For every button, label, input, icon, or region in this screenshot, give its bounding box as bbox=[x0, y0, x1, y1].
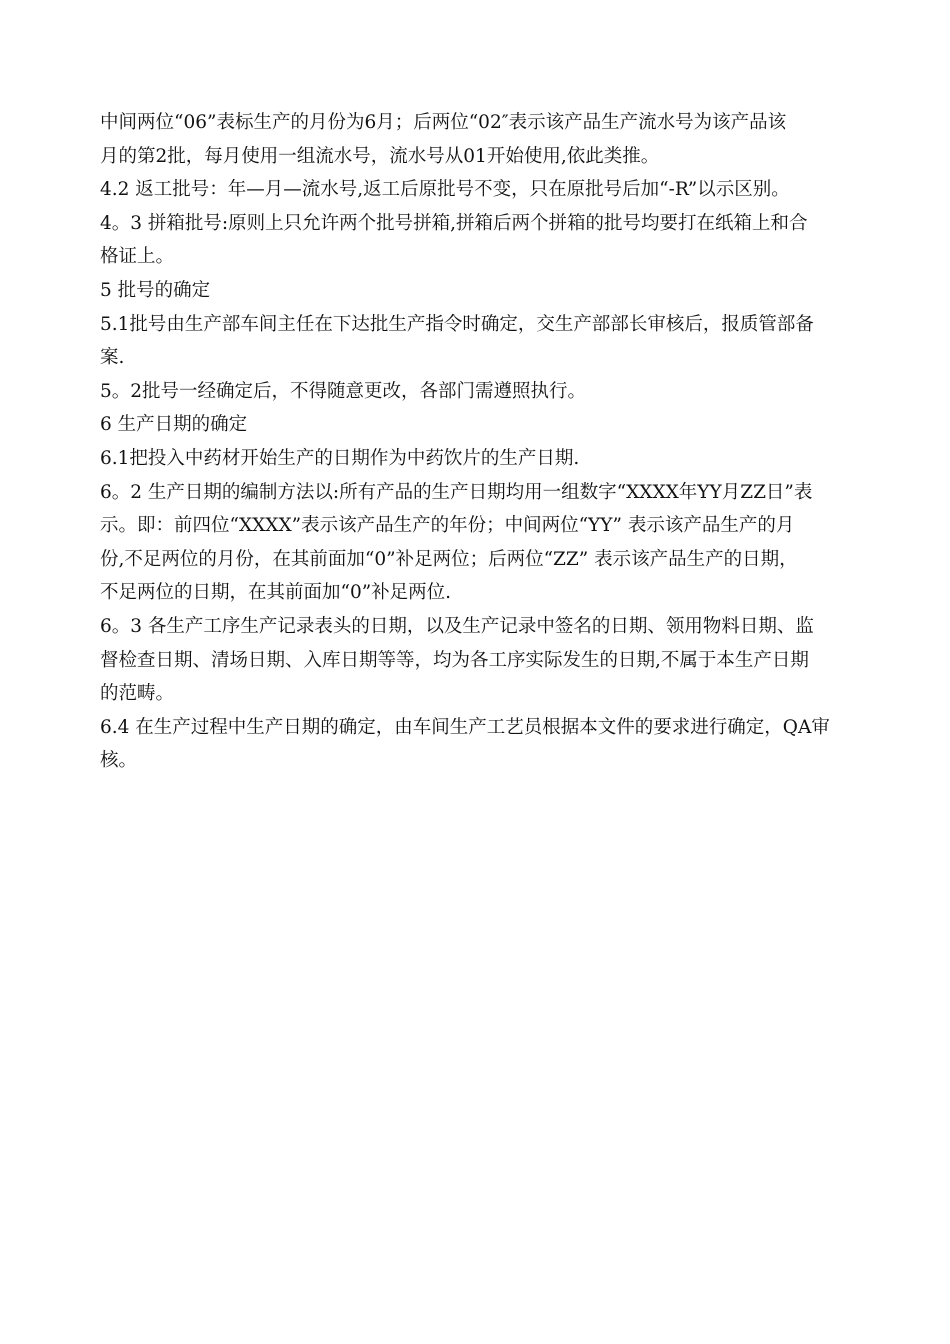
section-6-1-line: 6.1把投入中药材开始生产的日期作为中药饮片的生产日期. bbox=[100, 447, 580, 469]
section-6-3-line: 6。3 各生产工序生产记录表头的日期，以及生产记录中签名的日期、领用物料日期、监 bbox=[100, 615, 814, 637]
text-line: 的范畴。 bbox=[100, 683, 175, 705]
text-line: 不足两位的日期，在其前面加“0”补足两位. bbox=[100, 582, 452, 604]
section-6-4-line: 6.4 在生产过程中生产日期的确定，由车间生产工艺员根据本文件的要求进行确定，QA审 bbox=[100, 716, 830, 738]
section-5-2-line: 5。2批号一经确定后，不得随意更改，各部门需遵照执行。 bbox=[100, 380, 587, 402]
text-line: 中间两位“06”表标生产的月份为6月；后两位“02″表示该产品生产流水号为该产品该 bbox=[100, 112, 787, 133]
section-4-2-line: 4.2 返工批号：年—月—流水号,返工后原批号不变，只在原批号后加“-R”以示区别。 bbox=[100, 179, 790, 201]
text-line: 月的第2批，每月使用一组流水号，流水号从01开始使用,依此类推。 bbox=[100, 145, 660, 167]
section-6-2-line: 6。2 生产日期的编制方法以:所有产品的生产日期均用一组数字“XXXX年YY月ZZ日”表 bbox=[100, 481, 813, 503]
section-5-1-line: 5.1批号由生产部车间主任在下达批生产指令时确定，交生产部部长审核后，报质管部备 bbox=[100, 313, 814, 335]
text-line: 份,不足两位的月份，在其前面加“0”补足两位；后两位“ZZ” 表示该产品生产的日期， bbox=[100, 548, 798, 570]
text-line: 案. bbox=[100, 347, 125, 369]
section-6-heading: 6 生产日期的确定 bbox=[100, 414, 248, 436]
text-line: 核。 bbox=[100, 750, 138, 772]
section-4-3-line: 4。3 拼箱批号:原则上只允许两个批号拼箱,拼箱后两个拼箱的批号均要打在纸箱上和合 bbox=[100, 212, 808, 234]
text-line: 格证上。 bbox=[100, 246, 175, 268]
section-5-heading: 5 批号的确定 bbox=[100, 279, 211, 301]
text-line: 督检查日期、清场日期、入库日期等等，均为各工序实际发生的日期,不属于本生产日期 bbox=[100, 649, 809, 671]
document-body bbox=[100, 106, 860, 778]
text-line: 示。即：前四位“XXXX”表示该产品生产的年份；中间两位“YY” 表示该产品生产的月 bbox=[100, 515, 795, 537]
